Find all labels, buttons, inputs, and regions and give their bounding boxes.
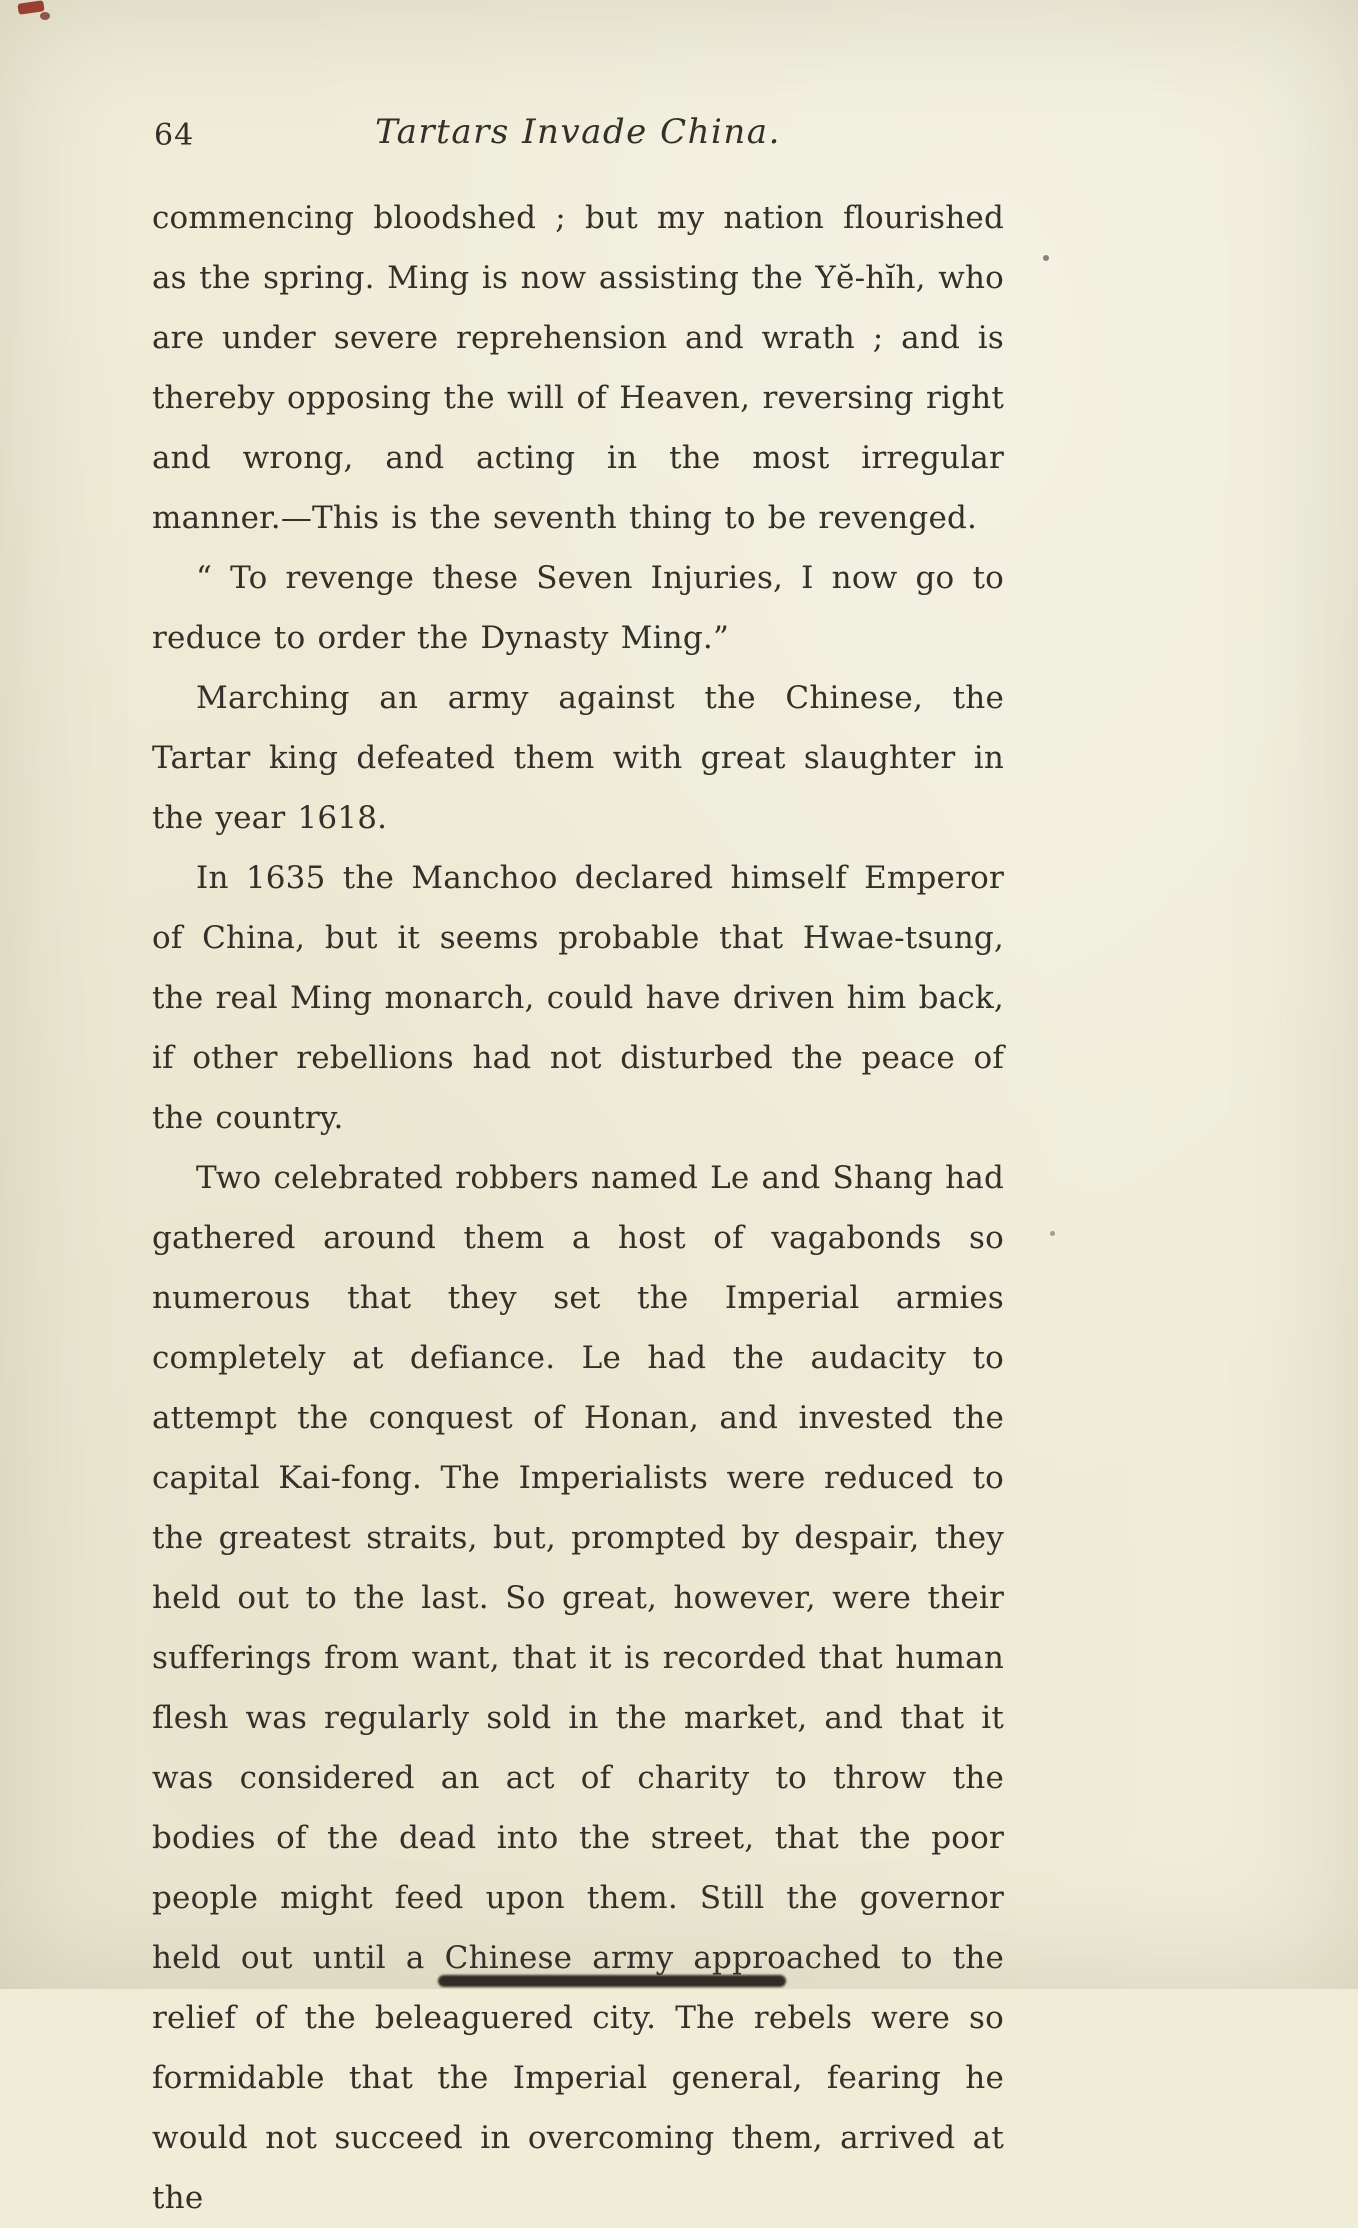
running-title: Tartars Invade China. [375,112,781,152]
text-block [152,112,1004,2228]
scan-speck [1050,1231,1055,1236]
scan-speck [1043,255,1049,261]
paragraph: “ To revenge these Seven Injuries, I now go to reduce to order the Dynasty Ming.” [152,560,1004,656]
paragraph: Two celebrated robbers named Le and Shang had gathered around them a host of vagabonds so numerous that they set the Imperial armies completely at defiance. Le had the audacity to attempt the conquest of Honan, and invested the capital Kai-fong. The Imperialists were reduced to the greatest straits, but, prompted by despair, they held out to the last. So great, however, were their sufferings from want, that it is recorded that human flesh was regularly sold in the market, and that it was considered an act of charity to throw the bodies of the dead into the street, that the poor people might feed upon them. Still the governor held out until a Chinese army approached to the relief of the beleaguered city. The rebels were so formidable that the Imperial general, fearing he would not succeed in overcoming them, arrived at the [152,1160,1004,2216]
paragraph: In 1635 the Manchoo declared himself Emperor of China, but it seems probable that Hwae-tsung, the real Ming monarch, could have driven him back, if other rebellions had not disturbed the peace of the country. [152,860,1004,1136]
page-header [152,112,1004,164]
body-text [152,188,1004,2228]
page-number: 64 [154,118,195,153]
paragraph: Marching an army against the Chinese, the Tartar king defeated them with great slaughter in the year 1618. [152,680,1004,836]
scan-artifact-red-mark [40,12,50,20]
paragraph: commencing bloodshed ; but my nation flourished as the spring. Ming is now assisting the Yĕ-hĭh, who are under severe reprehension and wrath ; and is thereby opposing the will of Heaven, reversing right and wrong, and acting in the most irregular manner.—This is the seventh thing to be revenged. [152,200,1004,536]
